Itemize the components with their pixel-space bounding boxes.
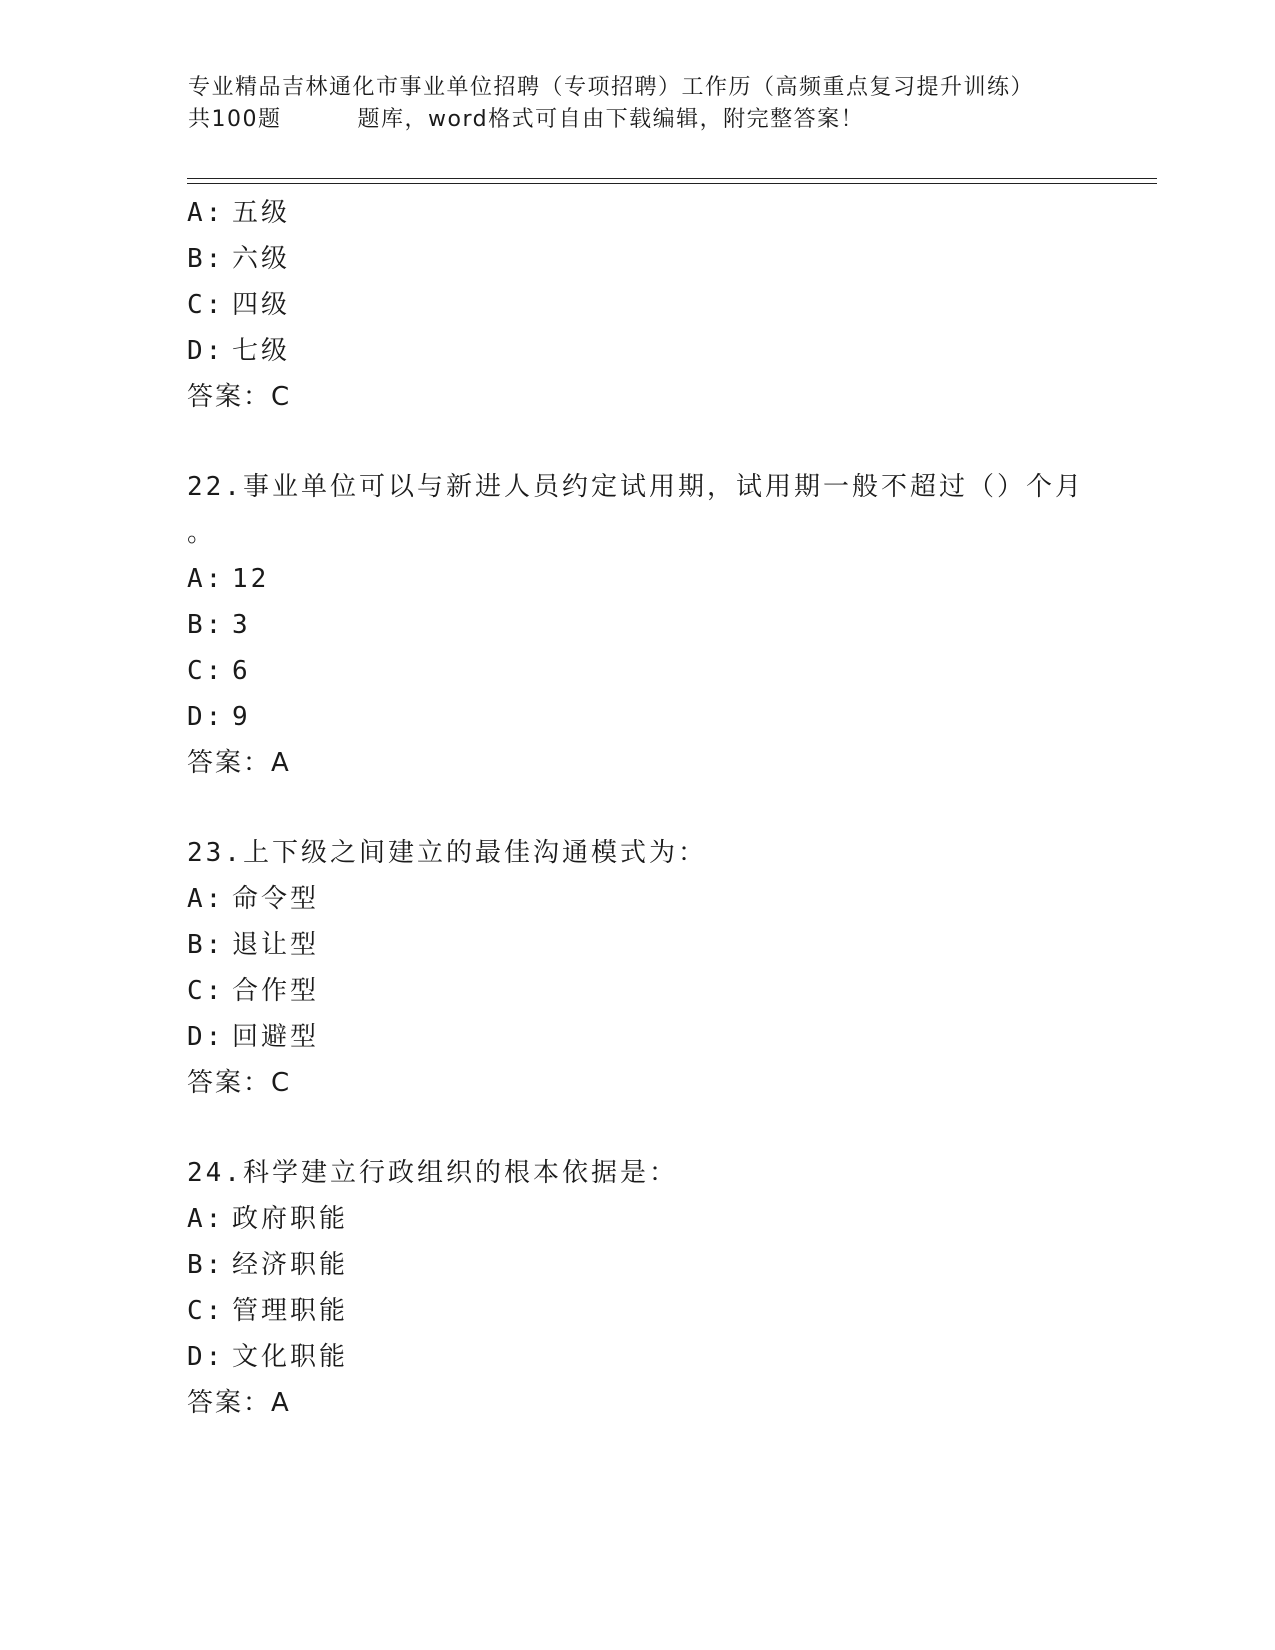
option-b: B: 六级 — [187, 244, 291, 274]
question-stem-continuation: 。 — [187, 518, 217, 548]
option-c: C: 管理职能 — [187, 1296, 349, 1326]
question-23 — [187, 830, 1087, 1106]
option-a: A: 12 — [187, 564, 270, 594]
header-description: 题库，word格式可自由下载编辑，附完整答案！ — [357, 107, 865, 132]
option-a: A: 五级 — [187, 198, 291, 228]
option-b: B: 3 — [187, 610, 251, 640]
question-stem: 22.事业单位可以与新进人员约定试用期，试用期一般不超过（）个月 — [187, 472, 1084, 502]
question-21-continued — [187, 190, 1087, 420]
header-subtitle — [188, 104, 1088, 136]
option-d: D: 七级 — [187, 336, 291, 366]
option-d: D: 回避型 — [187, 1022, 320, 1052]
question-22 — [187, 464, 1087, 786]
answer-line: 答案：A — [187, 748, 291, 778]
option-c: C: 6 — [187, 656, 251, 686]
answer-line: 答案：C — [187, 1068, 292, 1098]
option-b: B: 经济职能 — [187, 1250, 349, 1280]
option-a: A: 命令型 — [187, 884, 320, 914]
option-d: D: 9 — [187, 702, 251, 732]
header-question-count: 共100题 — [188, 107, 282, 132]
option-d: D: 文化职能 — [187, 1342, 349, 1372]
option-c: C: 四级 — [187, 290, 291, 320]
question-24 — [187, 1150, 1087, 1426]
option-a: A: 政府职能 — [187, 1204, 349, 1234]
header-divider-top — [187, 178, 1157, 179]
header-title: 专业精品吉林通化市事业单位招聘（专项招聘）工作历（高频重点复习提升训练） — [188, 75, 1035, 100]
question-stem: 24.科学建立行政组织的根本依据是： — [187, 1158, 678, 1188]
answer-line: 答案：A — [187, 1388, 291, 1418]
header-divider-bottom — [187, 183, 1157, 184]
option-b: B: 退让型 — [187, 930, 320, 960]
page-header — [188, 72, 1088, 136]
answer-line: 答案：C — [187, 382, 292, 412]
question-stem: 23.上下级之间建立的最佳沟通模式为： — [187, 838, 707, 868]
question-list — [187, 190, 1087, 1426]
option-c: C: 合作型 — [187, 976, 320, 1006]
